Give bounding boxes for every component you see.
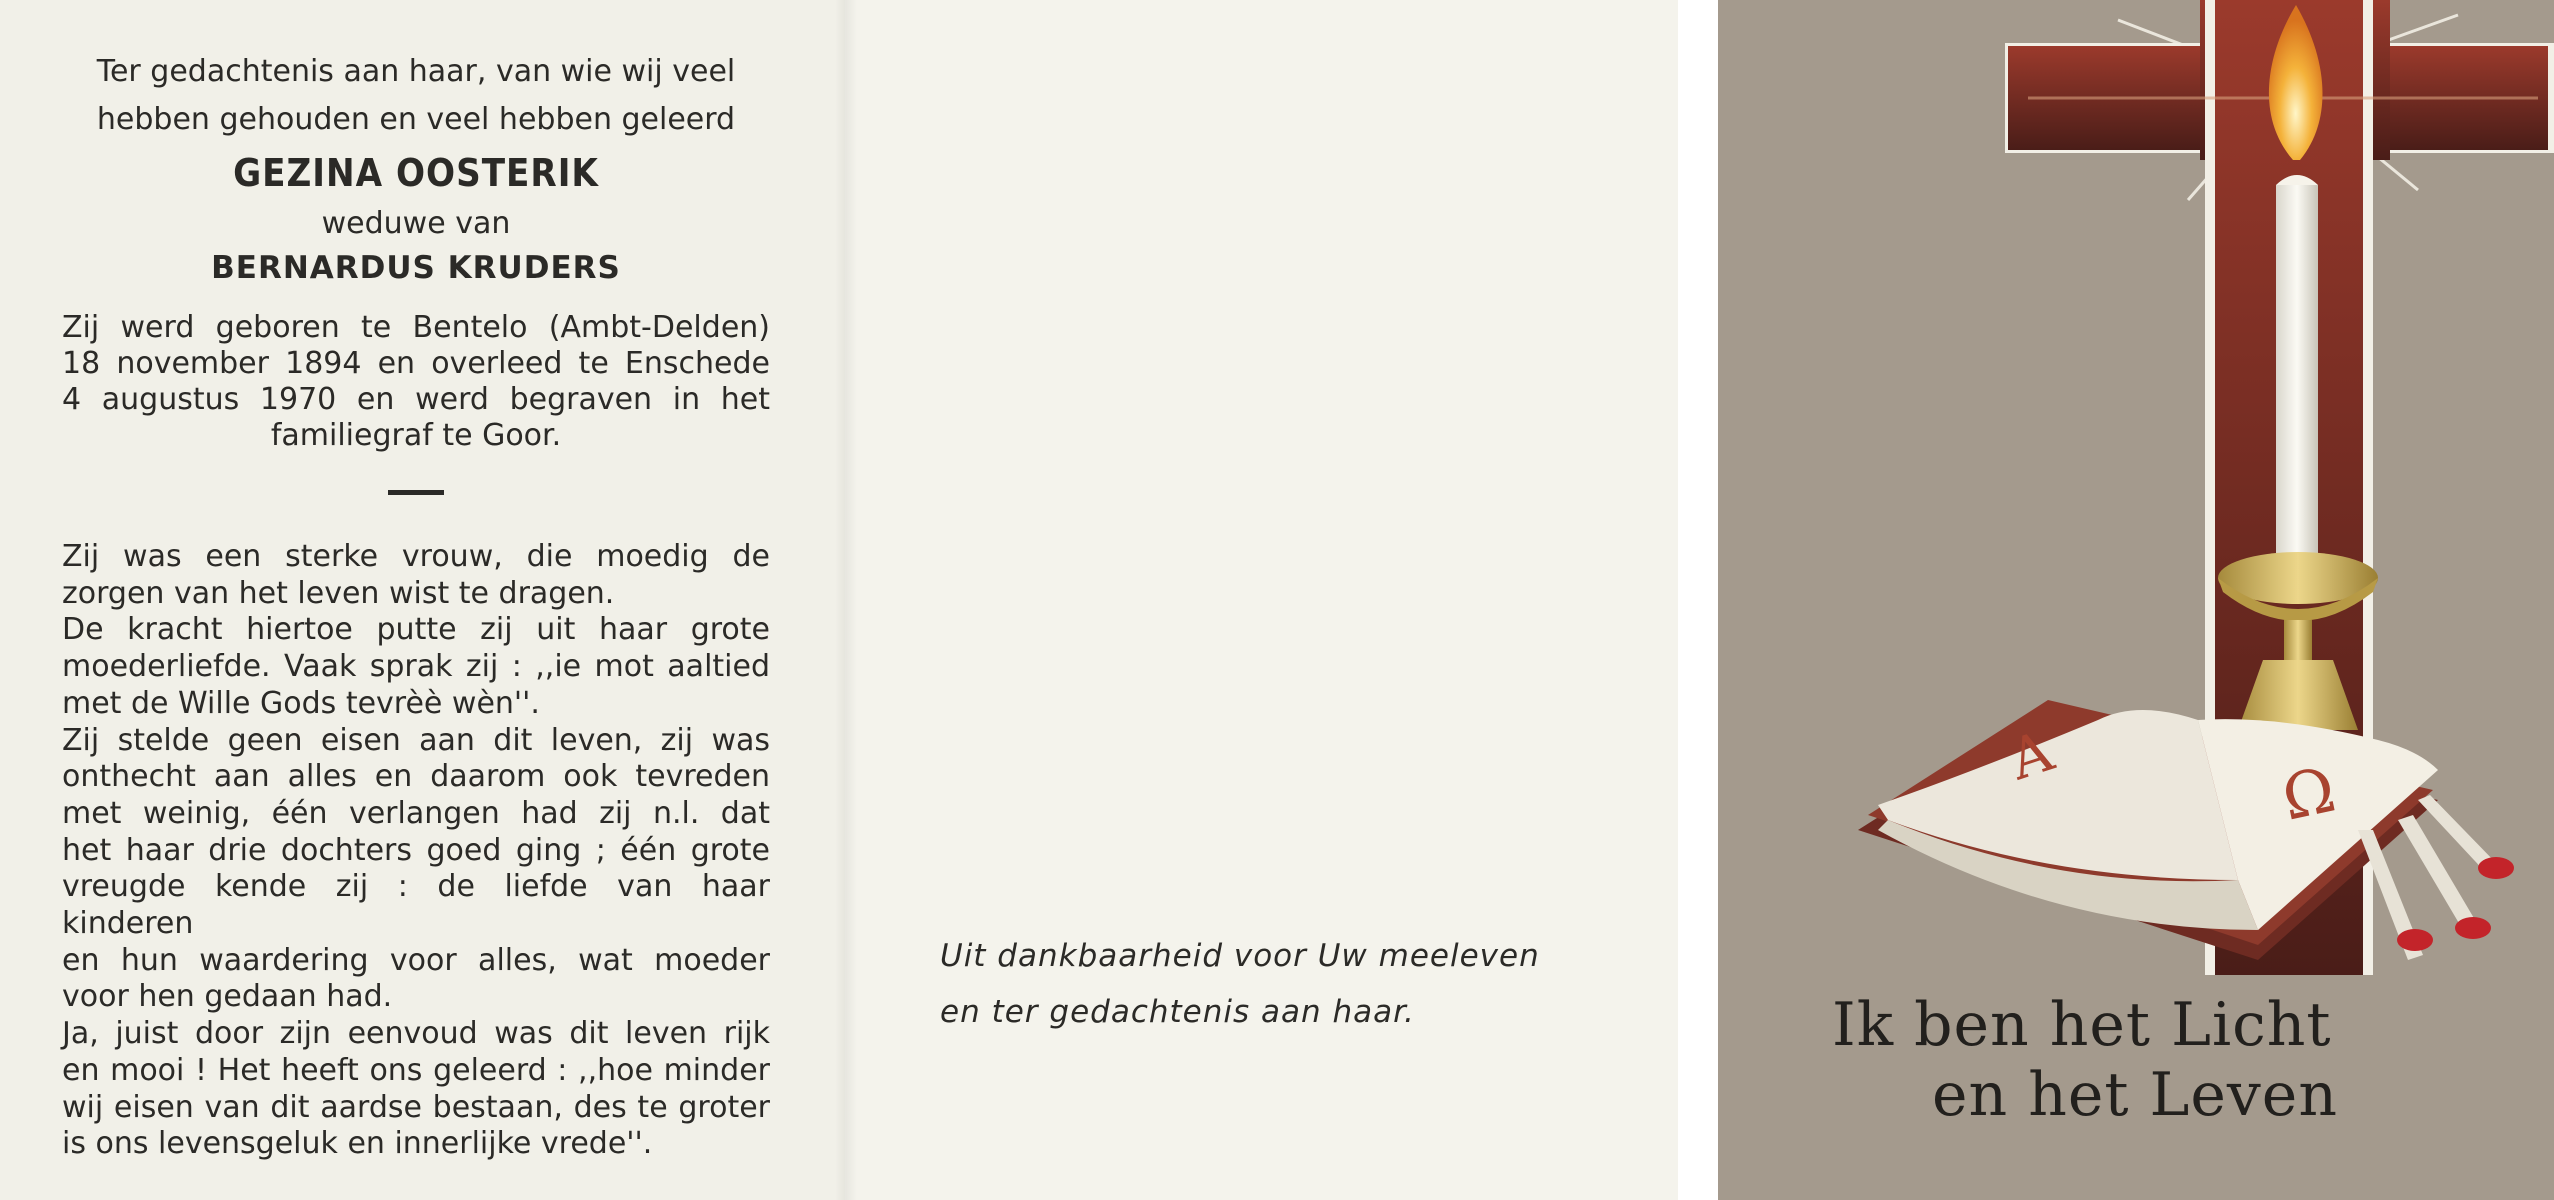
thanks-message	[940, 928, 1580, 1040]
deceased-name: GEZINA OOSTERIK	[233, 151, 599, 195]
panel-gap	[1678, 0, 1718, 1200]
tribute-line: en hun waardering voor alles, wat moeder	[62, 942, 770, 978]
thanks-line-2: en ter gedachtenis aan haar.	[940, 994, 1415, 1030]
tribute-line: is ons levensgeluk en innerlijke vrede''.	[62, 1126, 653, 1162]
cross-candle-book-illustration	[1718, 0, 2554, 1000]
candle-icon	[2269, 5, 2323, 575]
tribute-line: moederliefde. Vaak sprak zij : ,,ie mot aaltied	[62, 649, 770, 685]
tribute-line: Zij was een sterke vrouw, die moedig de	[62, 539, 770, 574]
omega-symbol: Ω	[2275, 752, 2342, 835]
intro-line-2: hebben gehouden en veel hebben geleerd	[96, 102, 736, 137]
tribute-line: onthecht aan alles en daarom ook tevreden	[62, 759, 770, 795]
birth-line: Zij werd geboren te Bentelo (Ambt-Delden)	[62, 310, 770, 345]
tribute-line: Zij stelde geen eisen aan dit leven, zij was	[62, 722, 770, 758]
tribute-line: De kracht hiertoe putte zij uit haar grote	[62, 612, 770, 648]
birth-line: 4 augustus 1970 en werd begraven in het	[62, 382, 770, 417]
birth-line: 18 november 1894 en overleed te Enschede	[62, 346, 770, 381]
birth-death-paragraph	[62, 310, 770, 454]
motto-line-1: Ik ben het Licht	[1832, 990, 2332, 1060]
tribute-line: vreugde kende zij : de liefde van haar kinderen	[62, 869, 770, 942]
tribute-line: Ja, juist door zijn eenvoud was dit leven rijk	[62, 1016, 770, 1052]
birth-line: familiegraf te Goor.	[270, 418, 562, 453]
tribute-line: het haar drie dochters goed ging ; één grote	[62, 832, 770, 868]
tribute-line: met weinig, één verlangen had zij n.l. dat	[62, 795, 770, 831]
motto-line-2: en het Leven	[1932, 1060, 2338, 1130]
memorial-text-column	[62, 48, 770, 1163]
tribute-line: met de Wille Gods tevrèè wèn''.	[62, 685, 540, 721]
section-divider	[388, 490, 444, 495]
intro-line-1: Ter gedachtenis aan haar, van wie wij veel	[96, 54, 736, 89]
tribute-paragraph	[62, 539, 770, 1163]
cover-motto	[1832, 990, 2532, 1130]
fold-crease	[835, 0, 857, 1200]
tribute-line: en mooi ! Het heeft ons geleerd : ,,hoe minder	[62, 1052, 770, 1088]
alpha-symbol: A	[2002, 718, 2061, 794]
thanks-line-1: Uit dankbaarheid voor Uw meeleven	[940, 938, 1540, 974]
tribute-line: wij eisen van dit aardse bestaan, des te groter	[62, 1089, 770, 1125]
husband-name: BERNARDUS KRUDERS	[211, 250, 621, 286]
widow-of-label: weduwe van	[321, 206, 511, 241]
tribute-line: voor hen gedaan had.	[62, 979, 393, 1015]
tribute-line: zorgen van het leven wist te dragen.	[62, 575, 615, 611]
